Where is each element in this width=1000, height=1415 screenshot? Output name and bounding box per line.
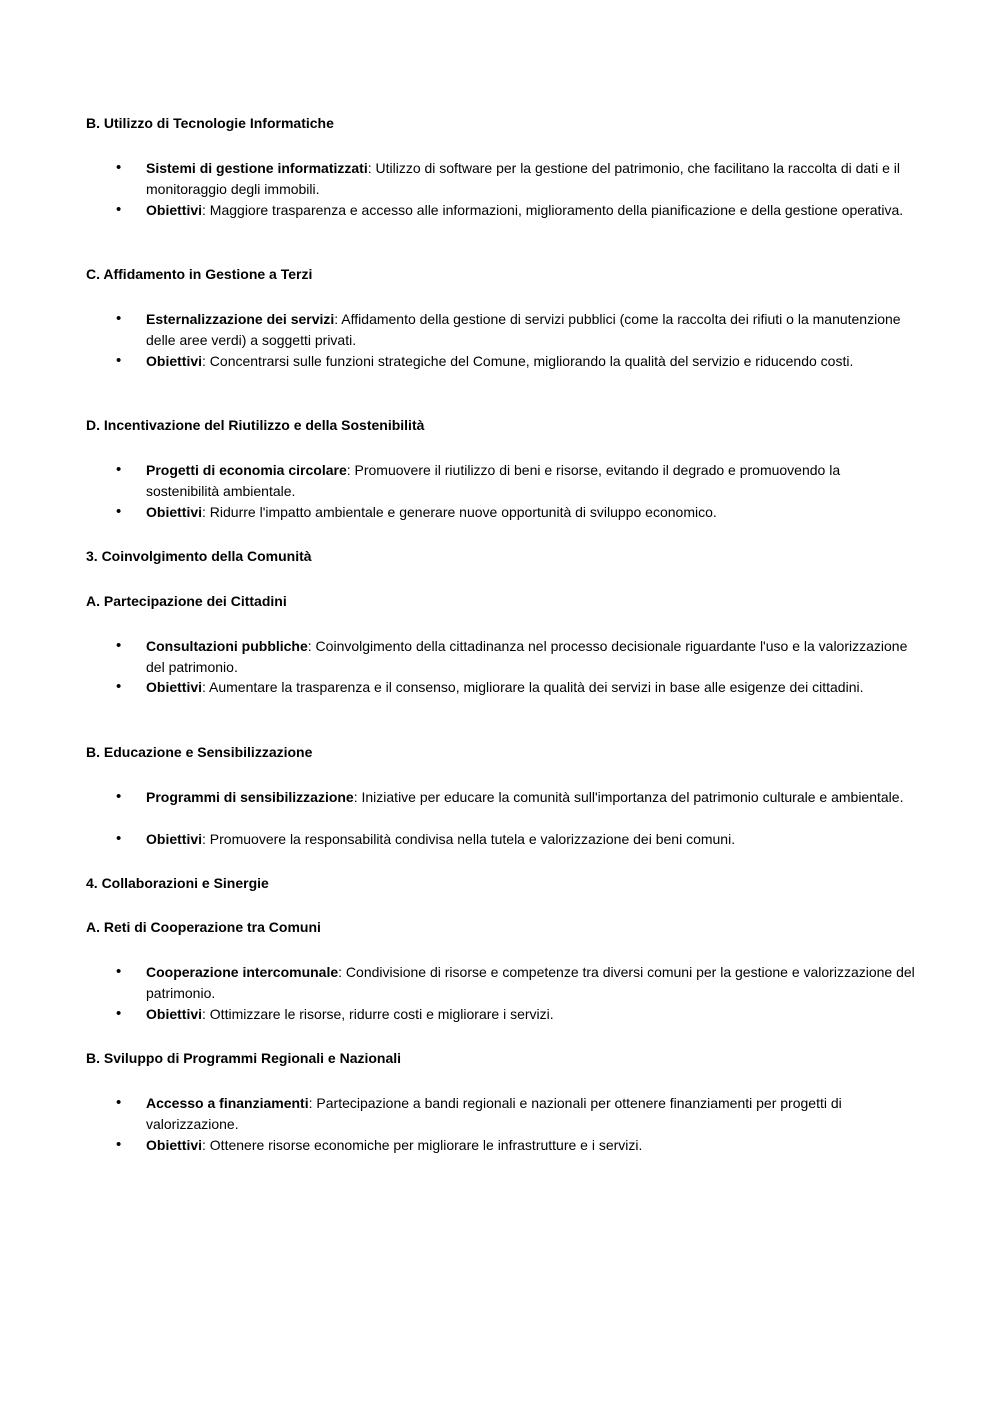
item-text: : Maggiore trasparenza e accesso alle informazioni, miglioramento della pianificazione e della gestione operativa. [202,202,904,218]
list-item [146,677,916,698]
item-text: : Affidamento della gestione di servizi pubblici (come la raccolta dei rifiuti o la manutenzione delle aree verdi) a soggetti privati. [146,311,901,348]
list-item [146,636,916,677]
section-heading: A. Reti di Cooperazione tra Comuni [86,919,321,935]
section-heading: B. Utilizzo di Tecnologie Informatiche [86,115,334,131]
list-item [146,158,916,199]
item-term: Consultazioni pubbliche [146,638,308,654]
item-text: : Ottimizzare le risorse, ridurre costi e migliorare i servizi. [202,1006,554,1022]
list-item [146,962,916,1003]
item-text: : Coinvolgimento della cittadinanza nel processo decisionale riguardante l'uso e la valorizzazione del patrimonio. [146,638,908,675]
item-term: Obiettivi [146,504,203,520]
section-heading: B. Sviluppo di Programmi Regionali e Nazionali [86,1050,402,1066]
item-text: : Concentrarsi sulle funzioni strategiche del Comune, migliorando la qualità del servizio e riducendo costi. [202,353,854,369]
item-term: Programmi di sensibilizzazione [146,789,354,805]
item-term: Obiettivi [146,353,203,369]
list-item [146,1093,916,1134]
list-item [146,502,916,523]
item-text: : Promuovere la responsabilità condivisa nella tutela e valorizzazione dei beni comuni. [202,831,736,847]
item-text: : Ridurre l'impatto ambientale e generare nuove opportunità di sviluppo economico. [202,504,717,520]
item-text: : Ottenere risorse economiche per migliorare le infrastrutture e i servizi. [202,1137,643,1153]
section-heading: A. Partecipazione dei Cittadini [86,593,287,609]
item-term: Sistemi di gestione informatizzati [146,160,368,176]
item-text: : Aumentare la trasparenza e il consenso, migliorare la qualità dei servizi in base alle esigenze dei cittadini. [202,679,864,695]
item-term: Obiettivi [146,1006,203,1022]
item-term: Obiettivi [146,831,203,847]
item-term: Obiettivi [146,679,203,695]
list-item [146,829,916,850]
list-item [146,787,916,808]
item-term: Obiettivi [146,1137,203,1153]
list-item [146,309,916,350]
chapter-heading: 4. Collaborazioni e Sinergie [86,875,269,891]
list-item [146,1004,916,1025]
section-heading: D. Incentivazione del Riutilizzo e della Sostenibilità [86,417,425,433]
item-term: Accesso a finanziamenti [146,1095,309,1111]
item-text: : Condivisione di risorse e competenze tra diversi comuni per la gestione e valorizzazione del patrimonio. [146,964,915,1001]
item-text: : Partecipazione a bandi regionali e nazionali per ottenere finanziamenti per progetti di valorizzazione. [146,1095,842,1132]
item-term: Esternalizzazione dei servizi [146,311,335,327]
item-text: : Promuovere il riutilizzo di beni e risorse, evitando il degrado e promuovendo la sostenibilità ambientale. [146,462,841,499]
item-text: : Utilizzo di software per la gestione del patrimonio, che facilitano la raccolta di dati e il monitoraggio degli immobili. [146,160,900,197]
list-item [146,460,916,501]
list-item [146,200,916,221]
section-heading: B. Educazione e Sensibilizzazione [86,744,313,760]
item-term: Progetti di economia circolare [146,462,347,478]
item-text: : Iniziative per educare la comunità sull'importanza del patrimonio culturale e ambientale. [353,789,904,805]
item-term: Cooperazione intercomunale [146,964,339,980]
list-item [146,1135,916,1156]
chapter-heading: 3. Coinvolgimento della Comunità [86,548,312,564]
list-item [146,351,916,372]
section-heading: C. Affidamento in Gestione a Terzi [86,266,313,282]
item-term: Obiettivi [146,202,203,218]
